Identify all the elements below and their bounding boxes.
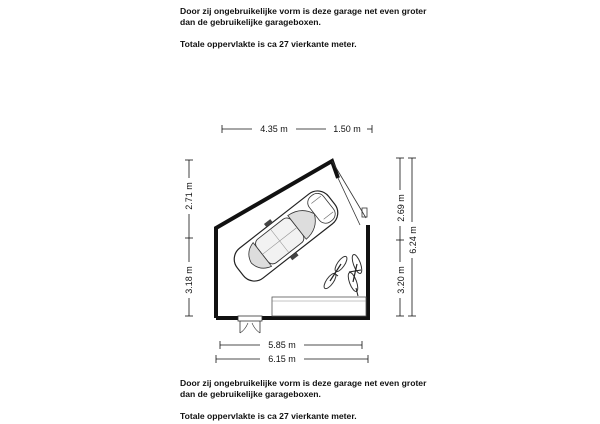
dimension-right-upper: 2.69 m [396,194,406,222]
dimension-top [222,124,372,134]
car [226,182,346,290]
dimension-bottom-total [216,354,368,364]
dimension-left-upper: 2.71 m [184,182,194,210]
dimension-bottom-total-label: 6.15 m [268,354,296,364]
dimension-top-right: 1.50 m [333,124,361,134]
dimension-bottom-inner-label: 5.85 m [268,340,296,350]
description-line-2-repeat: dan de gebruikelijke garageboxen. [180,389,321,399]
description-area: Totale oppervlakte is ca 27 vierkante meter. [180,39,357,49]
dimension-top-left: 4.35 m [260,124,288,134]
description-line-1-repeat: Door zij ongebruikelijke vorm is deze garage net even groter [180,378,427,388]
workbench [272,297,366,316]
description-bottom [180,378,426,422]
description-line-2: dan de gebruikelijke garageboxen. [180,17,321,27]
bicycle-1 [322,255,349,291]
dimension-right-lower: 3.20 m [396,266,406,294]
dimension-left-lower: 3.18 m [184,266,194,294]
dimension-right-total-label: 6.24 m [408,226,418,254]
dimension-bottom-inner [220,340,362,350]
bicycle-2 [346,253,363,296]
dimension-right-inner [396,158,406,316]
description-line-1: Door zij ongebruikelijke vorm is deze garage net even groter [180,6,427,16]
entry-door [238,316,262,333]
dimension-left [184,160,194,316]
dimension-right-total [408,158,418,316]
description-area-repeat: Totale oppervlakte is ca 27 vierkante meter. [180,411,357,421]
